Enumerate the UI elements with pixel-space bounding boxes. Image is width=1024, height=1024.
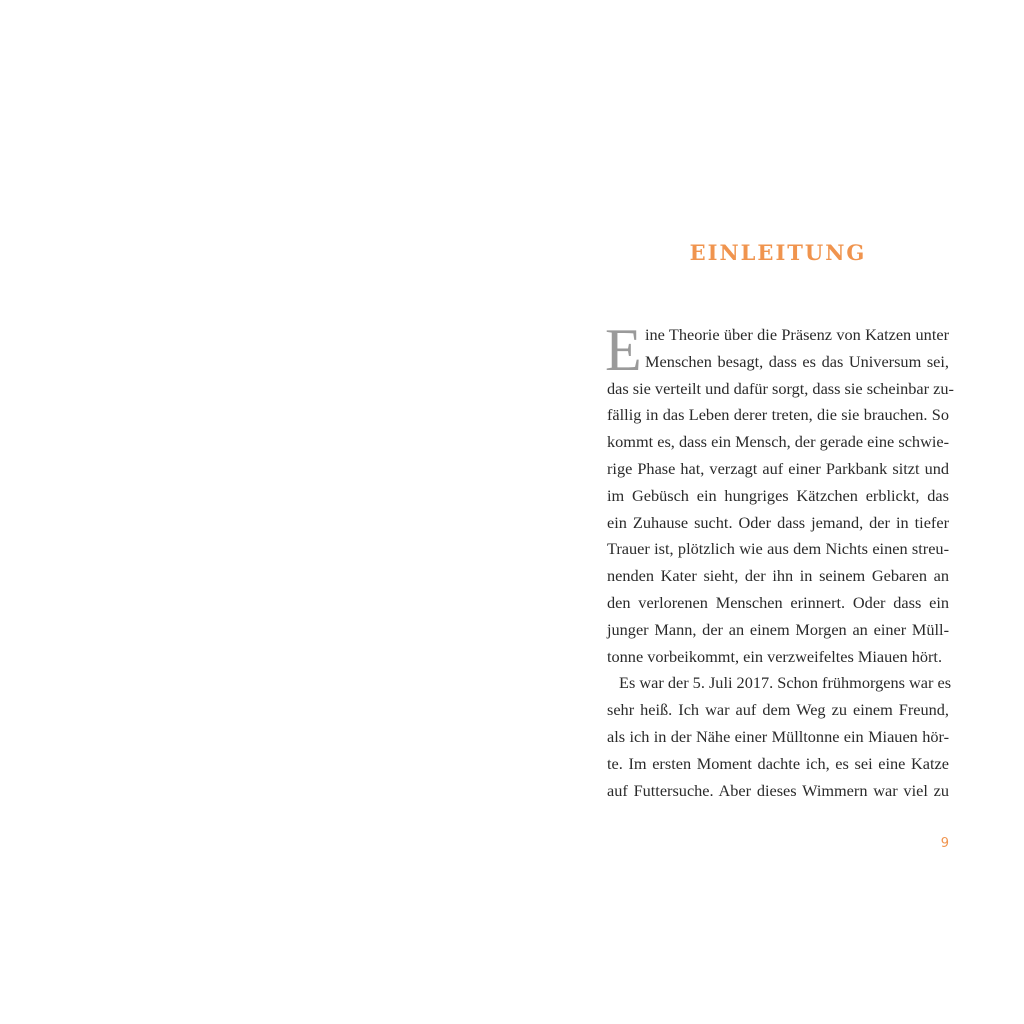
- drop-cap: E: [605, 317, 642, 383]
- text-line: das sie verteilt und dafür sorgt, dass sie scheinbar zu-: [607, 378, 954, 398]
- text-line: Trauer ist, plötzlich wie aus dem Nichts einen streu-: [607, 539, 949, 559]
- text-line: Menschen besagt, dass es das Universum sei,: [645, 351, 949, 371]
- text-line: ine Theorie über die Präsenz von Katzen unter: [645, 325, 949, 344]
- text-line: kommt es, dass ein Mensch, der gerade eine schwie-: [607, 432, 949, 452]
- text-line: als ich in der Nähe einer Mülltonne ein Miauen hör-: [607, 726, 949, 746]
- text-line: sehr heiß. Ich war auf dem Weg zu einem Freund,: [607, 700, 949, 720]
- text-line: ein Zuhause sucht. Oder dass jemand, der in tiefer: [607, 512, 949, 532]
- text-line: nenden Kater sieht, der ihn in seinem Gebaren an: [607, 566, 949, 586]
- text-line: Es war der 5. Juli 2017. Schon frühmorgens war es: [619, 673, 952, 693]
- chapter-title: EINLEITUNG: [689, 240, 867, 265]
- body-text: [605, 317, 954, 804]
- text-line: te. Im ersten Moment dachte ich, es sei eine Katze: [607, 753, 949, 773]
- text-line: auf Futtersuche. Aber dieses Wimmern war viel zu: [607, 780, 949, 800]
- text-line: den verlorenen Menschen erinnert. Oder dass ein: [607, 592, 949, 612]
- text-line: fällig in das Leben derer treten, die sie brauchen. So: [607, 405, 949, 425]
- text-line: im Gebüsch ein hungriges Kätzchen erblickt, das: [607, 485, 949, 505]
- text-line: rige Phase hat, verzagt auf einer Parkbank sitzt und: [607, 458, 949, 478]
- page-number: 9: [940, 836, 949, 851]
- text-line: tonne vorbeikommt, ein verzweifeltes Miauen hört.: [607, 646, 943, 666]
- text-line: junger Mann, der an einem Morgen an einer Müll-: [607, 619, 949, 639]
